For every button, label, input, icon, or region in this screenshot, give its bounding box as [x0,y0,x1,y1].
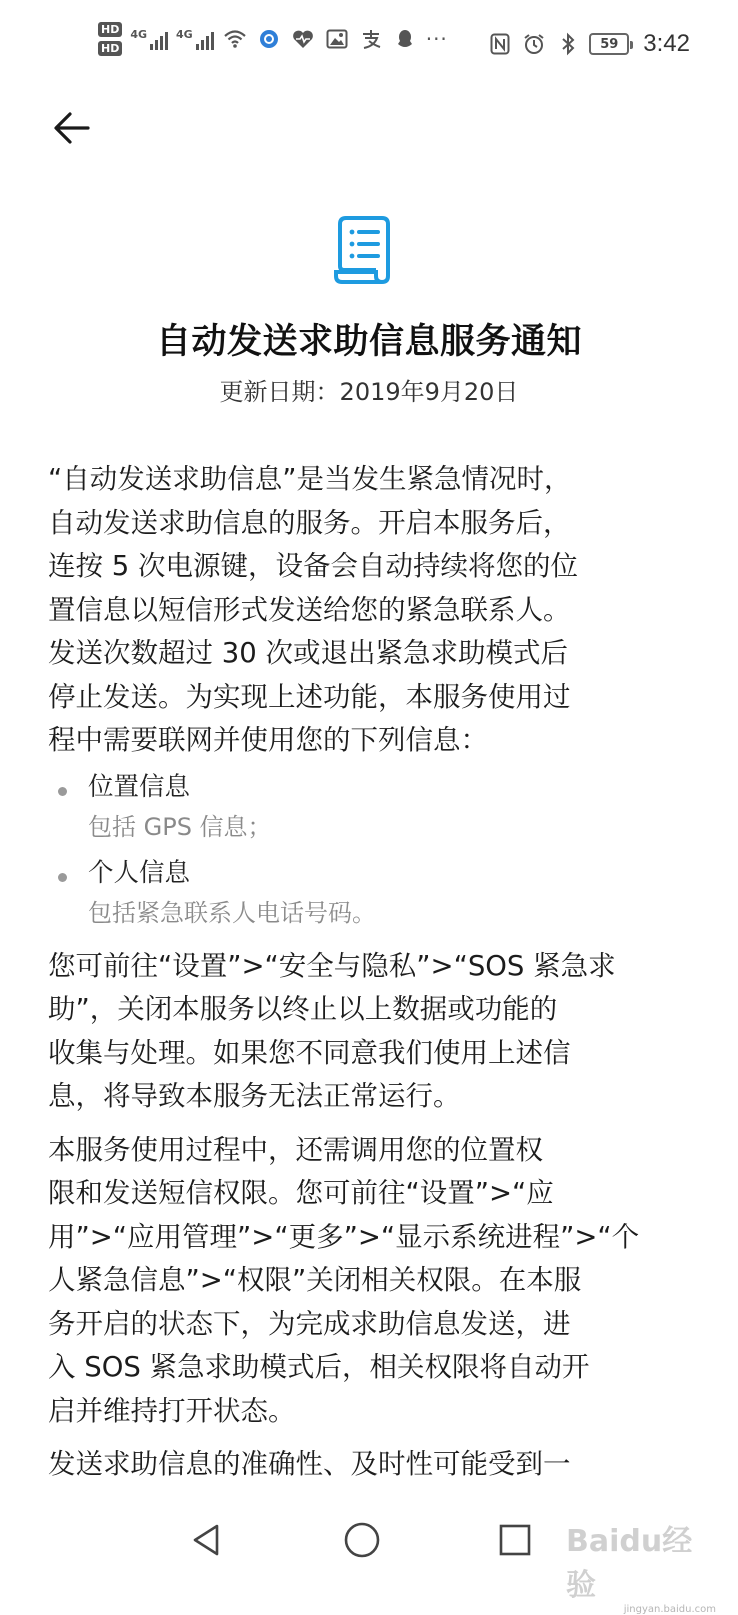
sim-indicators [98,22,122,56]
wifi-icon [222,26,248,52]
status-bar [0,0,738,92]
text-line: 自动发送求助信息的服务。开启本服务后， [48,506,571,539]
document-scroll-icon [332,214,394,286]
settings-paragraph [48,945,688,1119]
circle-home-icon [343,1521,381,1559]
battery-icon [589,33,629,55]
info-list [48,767,688,933]
browser-app-icon [256,26,282,52]
nav-recent-button[interactable] [485,1510,545,1570]
list-item-desc: 包括 GPS 信息； [88,812,272,841]
health-icon [290,26,316,52]
text-line: 用”>“应用管理”>“更多”>“显示系统进程”>“个 [48,1220,640,1253]
alarm-icon [521,31,547,57]
navigation-bar [0,1490,738,1615]
text-line: 息，将导致本服务无法正常运行。 [48,1080,461,1112]
intro-paragraph [48,458,688,763]
qq-icon [392,26,418,52]
text-line: 人紧急信息”>“权限”关闭相关权限。在本服 [48,1264,582,1296]
text-line: 助”，关闭本服务以终止以上数据或功能的 [48,993,558,1025]
text-line: 限和发送短信权限。您可前往“设置”>“应 [48,1177,554,1209]
sim1-hd-badge: HD [98,22,122,37]
nfc-icon [487,31,513,57]
more-notifications-icon: ··· [425,27,448,51]
text-line: “自动发送求助信息”是当发生紧急情况时， [48,463,572,495]
list-item-title: 个人信息 [88,857,191,888]
signal-2-label: 4G [176,28,193,41]
text-line: 启并维持打开状态。 [48,1394,296,1427]
status-left [98,22,448,56]
accuracy-paragraph [48,1443,688,1487]
list-item [48,767,688,847]
text-line: 收集与处理。如果您不同意我们使用上述信 [48,1036,571,1069]
baidu-watermark [566,1516,716,1615]
text-line: 发送次数超过 30 次或退出紧急求助模式后 [48,637,568,669]
text-line: 发送求助信息的准确性、及时性可能受到一 [48,1448,571,1480]
update-date: 更新日期：2019年9月20日 [219,378,519,406]
bluetooth-icon [555,31,581,57]
list-item-title: 位置信息 [88,771,191,802]
gallery-icon [324,26,350,52]
list-item [48,853,688,933]
nav-back-button[interactable] [177,1510,237,1570]
signal-1-label: 4G [130,28,148,41]
battery-level: 59 [600,36,619,52]
triangle-back-icon [189,1522,225,1558]
square-recent-icon [498,1523,532,1557]
signal-1-icon [130,28,168,50]
back-button[interactable] [48,104,96,152]
arrow-left-icon [52,108,92,148]
status-right [487,30,690,58]
text-line: 程中需要联网并使用您的下列信息： [48,724,488,756]
watermark-brand: Baidu经验 [566,1524,693,1603]
text-line: 置信息以短信形式发送给您的紧急联系人。 [48,593,571,626]
text-line: 停止发送。为实现上述功能，本服务使用过 [48,680,571,713]
text-line: 入 SOS 紧急求助模式后，相关权限将自动开 [48,1351,590,1383]
text-line: 务开启的状态下，为完成求助信息发送，进 [48,1307,571,1340]
sim2-hd-badge: HD [98,41,122,56]
page-title: 自动发送求助信息服务通知 [155,322,582,362]
permissions-paragraph [48,1129,688,1434]
watermark-url: jingyan.baidu.com [623,1604,716,1615]
alipay-icon [358,26,384,52]
signal-2-icon [176,28,214,50]
nav-home-button[interactable] [332,1510,392,1570]
clock-time: 3:42 [643,30,690,57]
text-line: 连按 5 次电源键，设备会自动持续将您的位 [48,550,578,582]
text-line: 您可前往“设置”>“安全与隐私”>“SOS 紧急求 [48,949,616,982]
notice-content [48,458,688,1487]
text-line: 本服务使用过程中，还需调用您的位置权 [48,1133,543,1166]
list-item-desc: 包括紧急联系人电话号码。 [88,898,376,927]
